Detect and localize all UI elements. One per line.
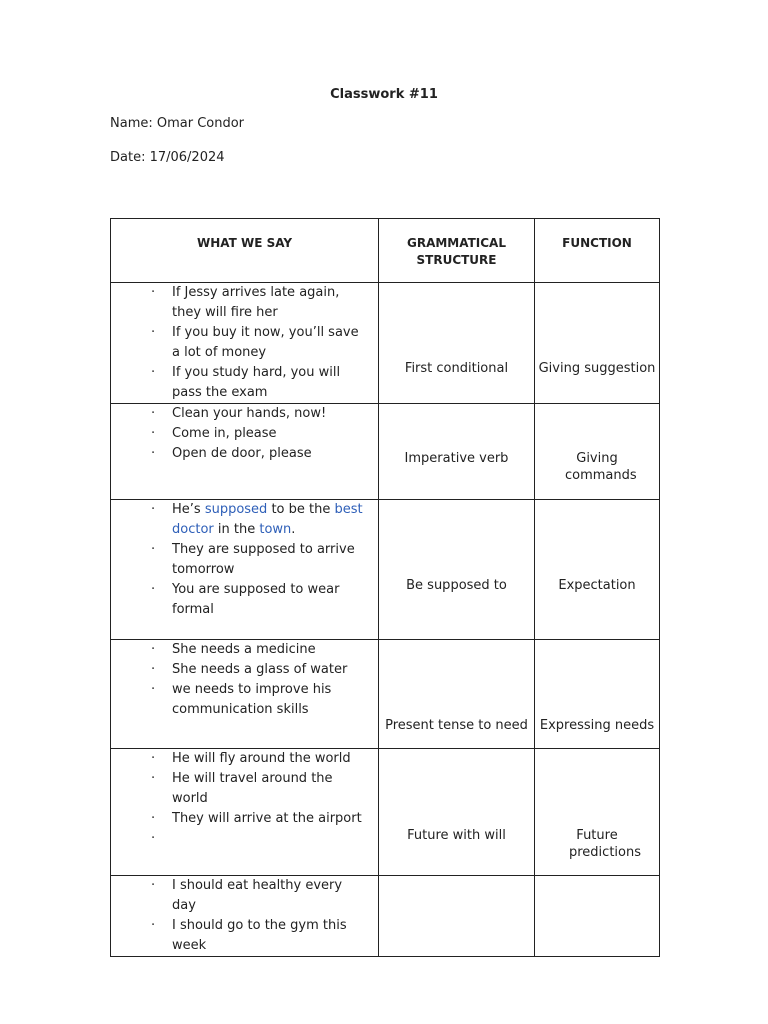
table-row <box>111 404 660 500</box>
list-item: · You are supposed to wear formal <box>151 580 378 620</box>
header-what-we-say: WHAT WE SAY <box>111 219 379 283</box>
page-title: Classwork #11 <box>330 87 438 102</box>
what-we-say-cell <box>111 749 379 876</box>
list-item: · They are supposed to arrive tomorrow <box>151 540 378 580</box>
list-item <box>151 500 378 540</box>
structure-cell <box>379 876 535 957</box>
text-part: to be the <box>267 502 335 517</box>
list-item: · She needs a medicine <box>151 640 378 660</box>
list-item: · If you study hard, you will pass the exam <box>151 363 378 403</box>
table-row <box>111 500 660 640</box>
function-cell: Expressing needs <box>535 640 660 749</box>
function-cell: Giving suggestion <box>535 283 660 404</box>
list-item: · Clean your hands, now! <box>151 404 378 424</box>
list-item: · They will arrive at the airport <box>151 809 378 829</box>
link-supposed[interactable]: supposed <box>204 502 268 517</box>
list-item: · He will fly around the world <box>151 749 378 769</box>
function-cell: Expectation <box>535 500 660 640</box>
header-grammatical-structure: GRAMMATICAL STRUCTURE <box>379 219 535 283</box>
text-part: . <box>291 522 296 537</box>
date-line: Date: 17/06/2024 <box>110 150 225 165</box>
list-item: · Come in, please <box>151 424 378 444</box>
list-item: · Open de door, please <box>151 444 378 464</box>
structure-cell: First conditional <box>379 283 535 404</box>
function-text: Giving commands <box>565 451 637 483</box>
what-we-say-cell <box>111 640 379 749</box>
student-name: Name: Omar Condor <box>110 116 245 131</box>
function-cell <box>535 749 660 876</box>
what-we-say-cell <box>111 283 379 404</box>
function-cell <box>535 404 660 500</box>
text-part: He’s <box>172 502 205 517</box>
link-town[interactable]: town <box>259 522 292 537</box>
list-item <box>151 829 378 849</box>
table-row <box>111 876 660 957</box>
structure-cell: Be supposed to <box>379 500 535 640</box>
table-row <box>111 640 660 749</box>
structure-cell: Future with will <box>379 749 535 876</box>
what-we-say-cell <box>111 876 379 957</box>
list-item: · She needs a glass of water <box>151 660 378 680</box>
list-item: · I should go to the gym this week <box>151 916 378 956</box>
function-text: Future predictions <box>569 828 641 860</box>
structure-cell: Imperative verb <box>379 404 535 500</box>
link-best-doctor[interactable]: best doctor <box>172 502 363 537</box>
header-row <box>111 219 660 283</box>
text-part: in the <box>213 522 260 537</box>
table-row <box>111 283 660 404</box>
what-we-say-cell <box>111 404 379 500</box>
list-item: · I should eat healthy every day <box>151 876 378 916</box>
structure-cell: Present tense to need <box>379 640 535 749</box>
list-item: · If you buy it now, you’ll save a lot of money <box>151 323 378 363</box>
what-we-say-cell <box>111 500 379 640</box>
header-function: FUNCTION <box>535 219 660 283</box>
classwork-table <box>110 218 660 957</box>
table-row <box>111 749 660 876</box>
list-item: · we needs to improve his communication skills <box>151 680 378 720</box>
list-item: · If Jessy arrives late again, they will fire her <box>151 283 378 323</box>
list-item: · He will travel around the world <box>151 769 378 809</box>
function-cell <box>535 876 660 957</box>
